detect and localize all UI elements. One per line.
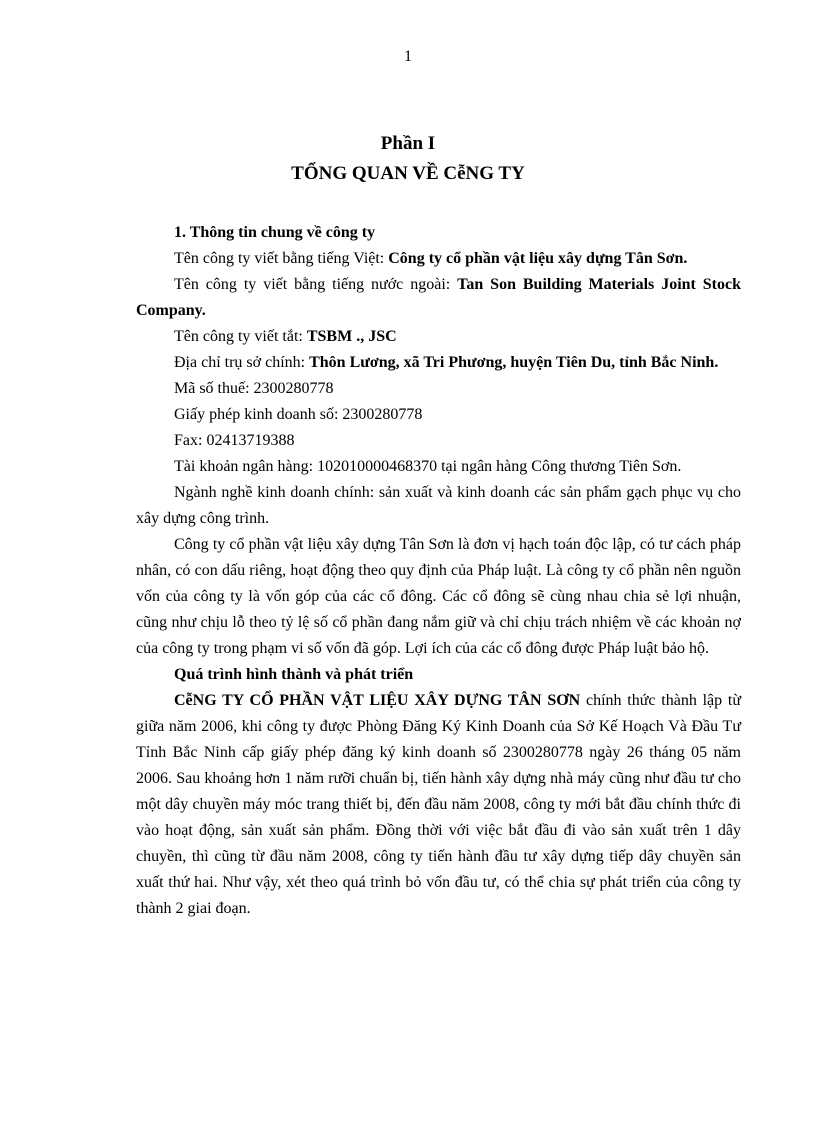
chapter-title: TỔNG QUAN VỀ CễNG TY xyxy=(291,163,525,184)
company-address-label: Địa chỉ trụ sở chính: xyxy=(174,354,310,371)
company-abbreviation-value: TSBM ., JSC xyxy=(306,328,397,345)
company-name-vn-label: Tên công ty viết bằng tiếng Việt: xyxy=(174,250,389,267)
company-abbreviation xyxy=(136,324,741,350)
company-name-vn-value: Công ty cổ phần vật liệu xây dựng Tân Sơn. xyxy=(388,250,688,267)
section-heading: 1. Thông tin chung về công ty xyxy=(174,224,376,241)
company-name-en-label: Tên công ty viết bằng tiếng nước ngoài: xyxy=(174,276,458,293)
legal-status: Công ty cổ phần vật liệu xây dựng Tân Sơn là đơn vị hạch toán độc lập, có tư cách pháp nhân, có con dấu riêng, hoạt động theo quy định của Pháp luật. Là công ty cổ phần nên nguồn vốn của công ty là vốn góp của các cổ đông. Các cổ đông sẽ cùng nhau chia sẻ lợi nhuận, cũng như chịu lỗ theo tỷ lệ số cổ phần đang nắm giữ và chỉ chịu trách nhiệm về các khoản nợ của công ty trong phạm vi số vốn đã góp. Lợi ích của các cổ đông được Pháp luật bảo hộ. xyxy=(136,536,741,657)
history-text: chính thức thành lập từ giữa năm 2006, khi công ty được Phòng Đăng Ký Kinh Doanh của Sở Kế Hoạch Và Đầu Tư Tỉnh Bắc Ninh cấp giấy phép đăng ký kinh doanh số 2300280778 ngày 26 tháng 05 năm 2006. Sau khoảng hơn 1 năm rưỡi chuẩn bị, tiến hành xây dựng nhà máy cũng như đầu tư cho một dây chuyền máy móc trang thiết bị, đến đầu năm 2008, công ty mới bắt đầu chính thức đi vào hoạt động, sản xuất sản phẩm. Đồng thời với việc bắt đầu đi vào sản xuất trên 1 dây chuyền, thì cũng từ đầu năm 2008, công ty tiến hành đầu tư xây dựng tiếp dây chuyền sản xuất thứ hai. Như vậy, xét theo quá trình bỏ vốn đầu tư, có thể chia sự phát triển của công ty thành 2 giai đoạn. xyxy=(136,692,741,917)
part-title: Phần I xyxy=(380,133,436,154)
history-company-name: CễNG TY CỔ PHẦN VẬT LIỆU XÂY DỰNG TÂN SƠN xyxy=(174,692,581,709)
main-business: Ngành nghề kinh doanh chính: sản xuất và kinh doanh các sản phẩm gạch phục vụ cho xây dựng công trình. xyxy=(136,484,741,527)
company-abbreviation-label: Tên công ty viết tắt: xyxy=(174,328,307,345)
document-body xyxy=(136,220,741,922)
company-address-value: Thôn Lương, xã Tri Phương, huyện Tiên Du, tỉnh Bắc Ninh. xyxy=(309,354,719,371)
company-name-en xyxy=(136,272,741,324)
tax-code: Mã số thuế: 2300280778 xyxy=(174,380,334,397)
fax-number: Fax: 02413719388 xyxy=(174,432,295,449)
page-number: 1 xyxy=(404,48,412,65)
company-name-en-value: Tan Son Building Materials Joint Stock Company. xyxy=(136,276,742,319)
business-license: Giấy phép kinh doanh số: 2300280778 xyxy=(174,406,423,423)
history-heading: Quá trình hình thành và phát triển xyxy=(174,666,414,683)
company-address xyxy=(136,350,741,376)
bank-account: Tài khoản ngân hàng: 102010000468370 tại ngân hàng Công thương Tiên Sơn. xyxy=(174,458,682,475)
company-name-vn xyxy=(136,246,741,272)
history-paragraph xyxy=(136,688,741,922)
